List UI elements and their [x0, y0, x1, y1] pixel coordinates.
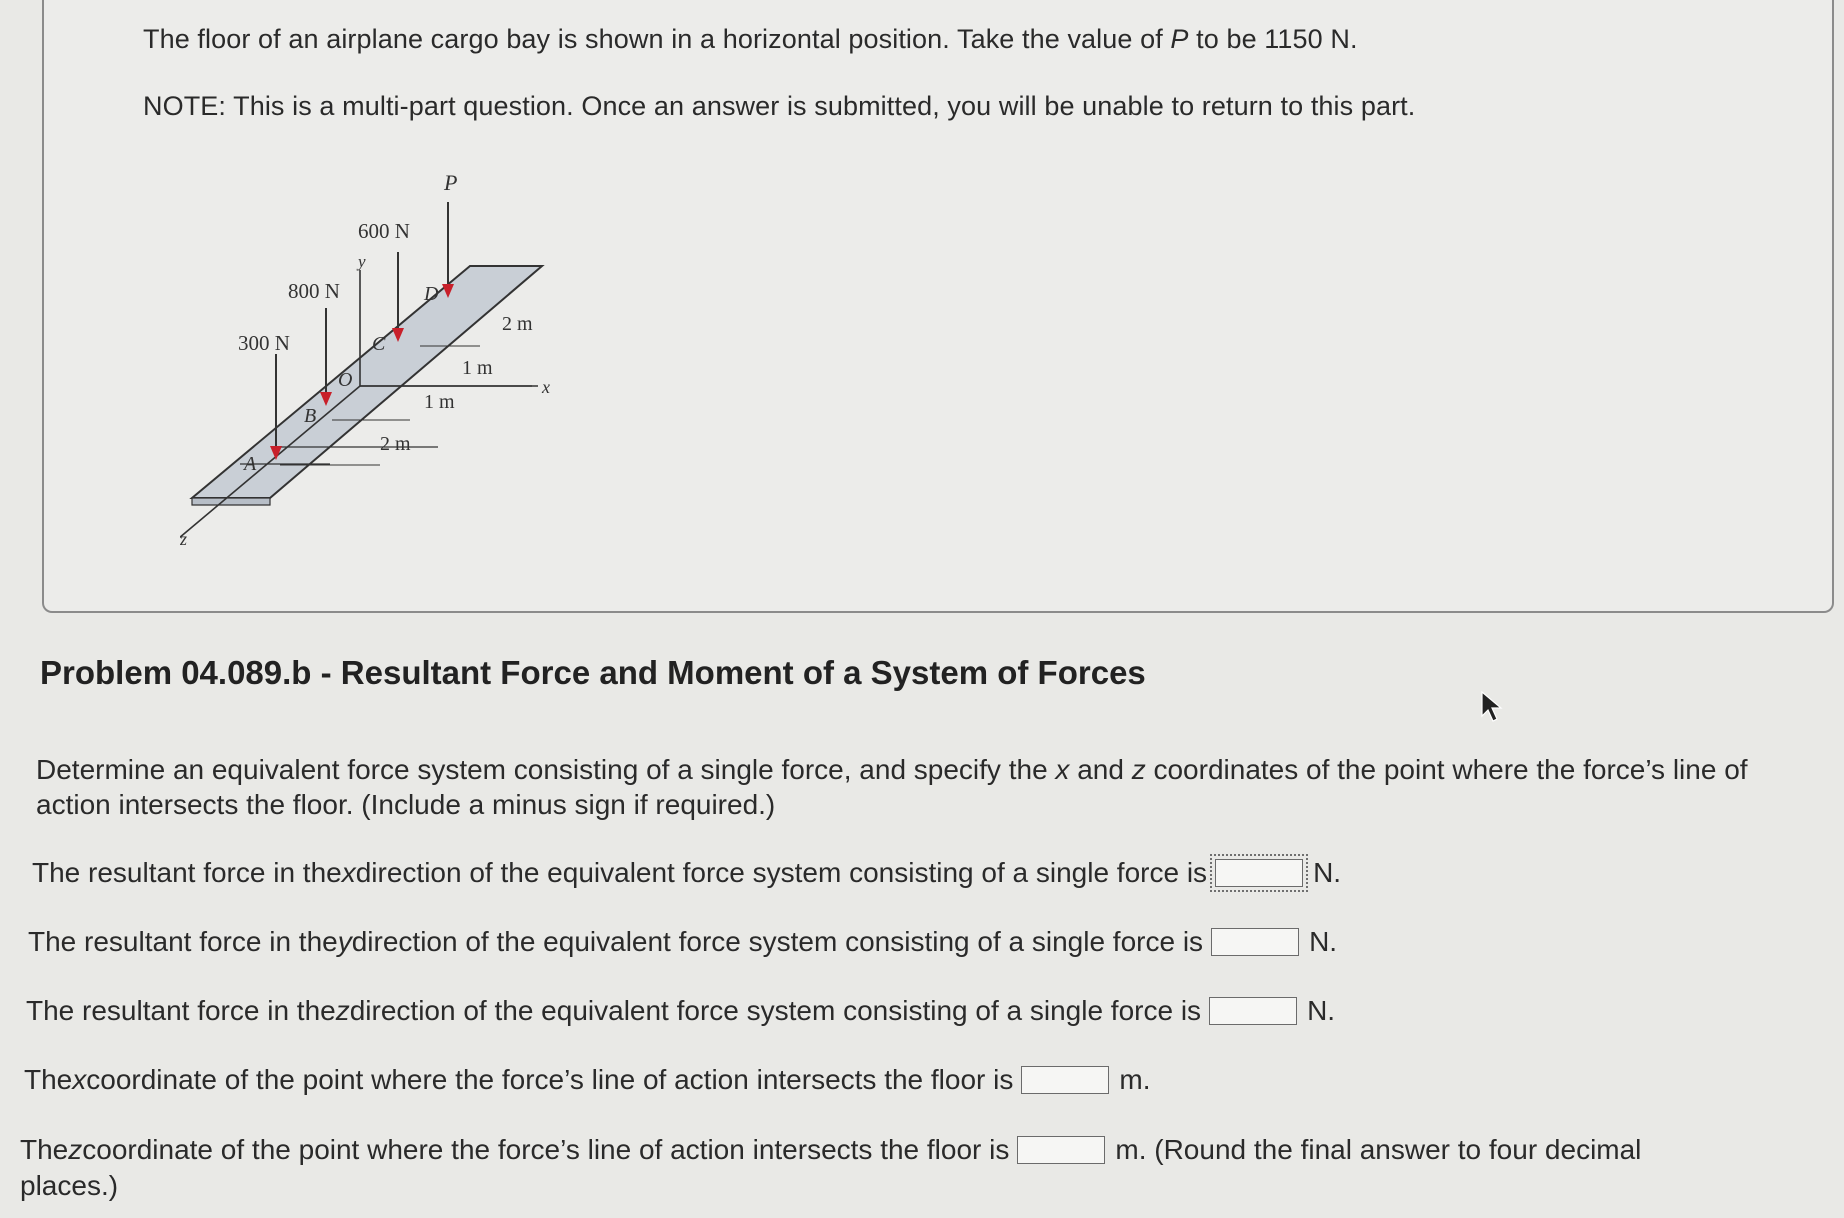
problem-statement	[143, 22, 1358, 56]
prompt-text-mid: and	[1069, 754, 1132, 785]
question-text: The	[20, 1134, 69, 1165]
unit-label: N.	[1313, 857, 1342, 888]
answer-input-resultant-x[interactable]	[1215, 859, 1303, 887]
z-axis-label: z	[180, 529, 188, 549]
answer-input-resultant-y[interactable]	[1211, 928, 1299, 956]
rounding-note-continuation: places.)	[20, 1170, 119, 1201]
question-variable: z	[68, 1134, 83, 1165]
prompt-text-end: coordinates of the point where the force’s line of action intersects the floor. (Include a minus sign if required.)	[36, 754, 1748, 820]
question-resultant-z	[26, 993, 1335, 1029]
question-variable: x	[341, 857, 356, 888]
cargo-bay-figure	[180, 160, 600, 560]
force-label-600N: 600 N	[358, 219, 410, 243]
answer-input-x-coordinate[interactable]	[1021, 1066, 1109, 1094]
multipart-note: NOTE: This is a multi-part question. Once an answer is submitted, you will be unable to return to this part.	[143, 91, 1416, 121]
question-text: The resultant force in the	[26, 995, 336, 1026]
problem-title: Problem 04.089.b - Resultant Force and Moment of a System of Forces	[40, 654, 1146, 691]
prompt-var-x: x	[1055, 754, 1070, 785]
force-label-300N: 300 N	[238, 331, 290, 355]
answer-input-z-coordinate[interactable]	[1017, 1136, 1105, 1164]
mouse-cursor-icon	[1480, 690, 1506, 724]
problem-prompt	[36, 752, 1816, 822]
prompt-text: Determine an equivalent force system consisting of a single force, and specify the	[36, 754, 1056, 785]
question-variable: z	[335, 995, 350, 1026]
dimension-1m-lower: 1 m	[424, 391, 455, 413]
point-label-D: D	[424, 283, 439, 305]
y-axis-label: y	[358, 252, 366, 271]
force-label-800N: 800 N	[288, 279, 340, 303]
prompt-var-z: z	[1131, 754, 1146, 785]
dimension-1m-upper: 1 m	[462, 357, 493, 379]
statement-text: The floor of an airplane cargo bay is shown in a horizontal position. Take the value of	[143, 24, 1171, 54]
question-resultant-y	[28, 924, 1337, 960]
question-text: The resultant force in the	[32, 857, 342, 888]
unit-label: N.	[1307, 995, 1336, 1026]
question-resultant-x	[32, 855, 1341, 891]
question-text: coordinate of the point where the force’s line of action intersects the floor is	[86, 1064, 1014, 1095]
point-label-C: C	[372, 333, 386, 355]
question-text: direction of the equivalent force system consisting of a single force is	[355, 857, 1208, 888]
question-text: coordinate of the point where the force’s line of action intersects the floor is	[82, 1134, 1010, 1165]
question-text: direction of the equivalent force system consisting of a single force is	[351, 926, 1204, 957]
point-label-A: A	[244, 453, 257, 475]
question-x-coordinate	[24, 1062, 1150, 1098]
force-arrow-600N	[392, 252, 404, 342]
unit-label: m.	[1119, 1064, 1151, 1095]
question-variable: x	[72, 1064, 87, 1095]
point-label-O: O	[338, 369, 353, 391]
dimension-2m-bottom: 2 m	[380, 433, 411, 455]
answer-input-resultant-z[interactable]	[1209, 997, 1297, 1025]
unit-label: m. (Round the final answer to four decimal	[1115, 1134, 1642, 1165]
question-variable: y	[337, 926, 352, 957]
force-label-P: P	[444, 170, 458, 195]
question-text: direction of the equivalent force system consisting of a single force is	[349, 995, 1202, 1026]
x-axis-label: x	[542, 377, 550, 397]
statement-variable: P	[1170, 24, 1189, 54]
question-text: The resultant force in the	[28, 926, 338, 957]
question-text: The	[24, 1064, 73, 1095]
unit-label: N.	[1309, 926, 1338, 957]
point-label-B: B	[304, 405, 317, 427]
dimension-2m-top: 2 m	[502, 313, 533, 335]
statement-text-end: to be 1150 N.	[1188, 24, 1358, 54]
question-z-coordinate	[20, 1132, 1641, 1168]
cargo-floor-edge	[192, 498, 270, 505]
